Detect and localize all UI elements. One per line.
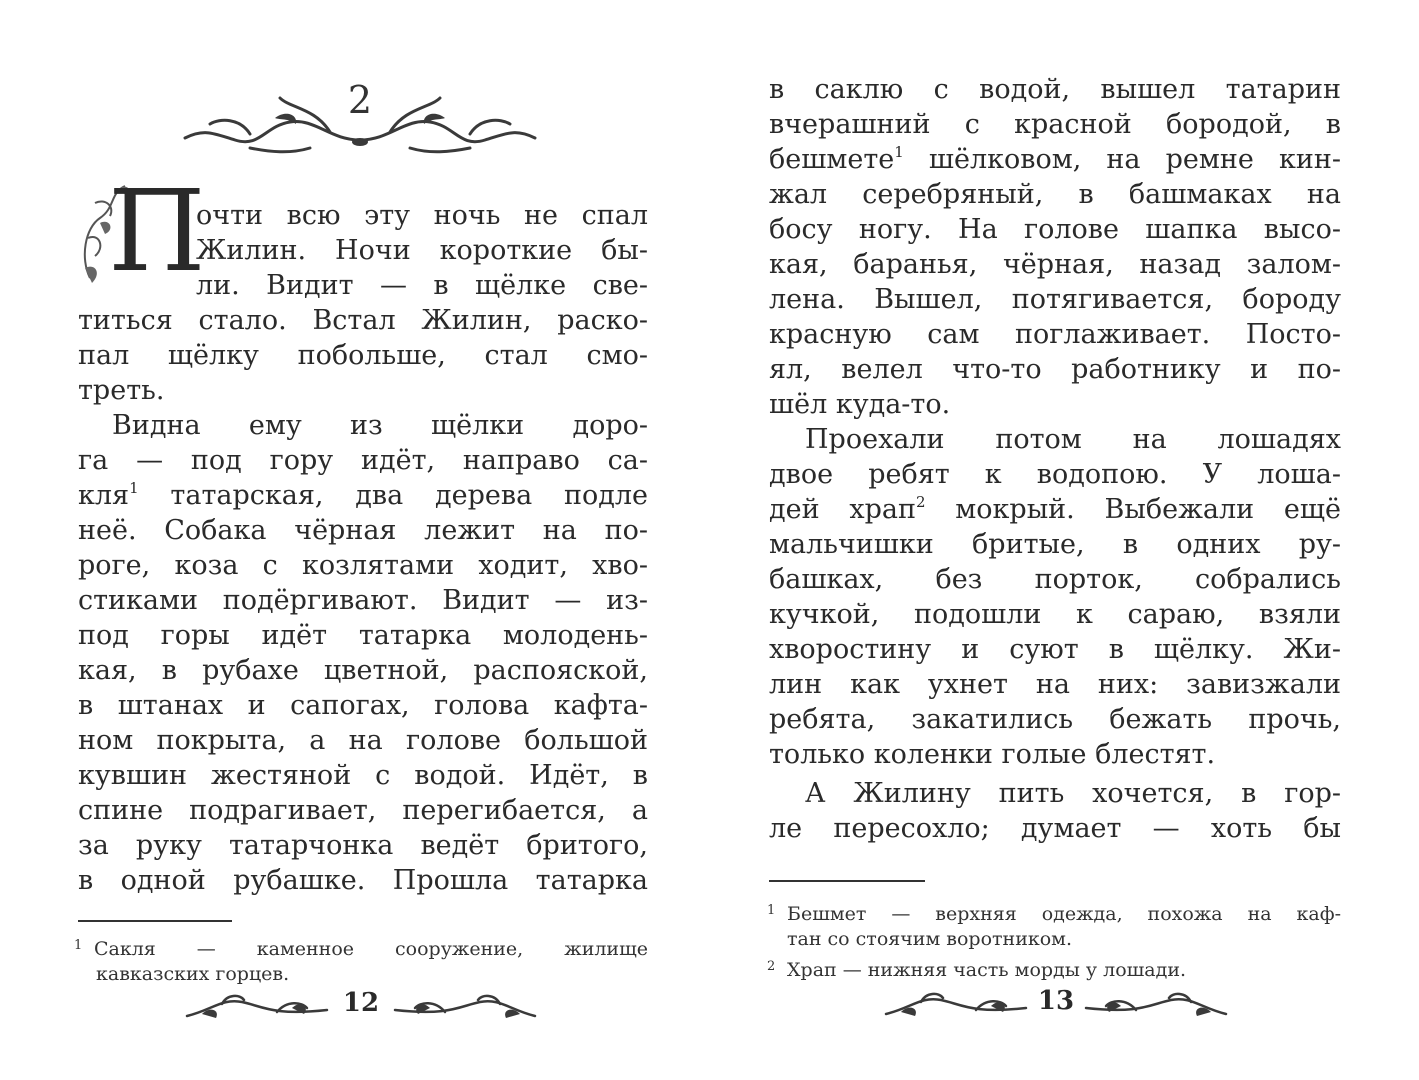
footnote: кавказских горцев. xyxy=(96,963,290,985)
text-line: титься стало. Встал Жилин, раско- xyxy=(78,305,648,336)
text-line: вчерашний с красной бородой, в xyxy=(769,109,1341,140)
footer-ornament-right xyxy=(390,988,540,1024)
text-line: ребята, закатились бежать прочь, xyxy=(769,704,1341,735)
left-page xyxy=(0,0,709,1080)
text-line: очти всю эту ночь не спал xyxy=(196,200,648,231)
text-line: Проехали потом на лошадях xyxy=(805,424,1341,455)
footnote-mark: 1 xyxy=(767,903,776,918)
page-number: 13 xyxy=(1037,986,1075,1016)
footnote-ref: 1 xyxy=(894,143,904,161)
text-line: красную сам поглаживает. Посто- xyxy=(769,319,1341,350)
page-number: 12 xyxy=(342,988,380,1018)
text-line: в штанах и сапогах, голова кафта- xyxy=(78,690,648,721)
footnote-ref: 1 xyxy=(129,479,139,497)
text-line: бешмете$^1$ шёлковом, на ремне кин- xyxy=(769,143,1341,175)
text-line: Видна ему из щёлки доро- xyxy=(112,410,648,441)
text-line: мальчишки бритые, в одних ру- xyxy=(769,529,1341,560)
text-line: ле пересохло; думает — хоть бы xyxy=(769,813,1341,844)
footer-ornament-right xyxy=(1081,986,1231,1022)
footer-ornament-left xyxy=(182,988,332,1024)
right-page xyxy=(709,0,1419,1080)
footnote: тан со стоячим воротником. xyxy=(787,928,1072,950)
text-line: А Жилину пить хочется, в гор- xyxy=(805,778,1341,809)
text-line: хворостину и суют в щёлку. Жи- xyxy=(769,634,1341,665)
footnote-ref: 2 xyxy=(915,493,926,511)
text-line: ял, велел что-то работнику и по- xyxy=(769,354,1341,385)
text-line: спине подрагивает, перегибается, а xyxy=(78,795,648,826)
text-line: башках, без порток, собрались xyxy=(769,564,1341,595)
chapter-header-ornament xyxy=(180,88,540,158)
text-line: кучкой, подошли к сараю, взяли xyxy=(769,599,1341,630)
text-line: неё. Собака чёрная лежит на по- xyxy=(78,515,648,546)
text-line: под горы идёт татарка молодень- xyxy=(78,620,648,651)
text-line: в одной рубашке. Прошла татарка xyxy=(78,865,648,896)
text-line: лин как ухнет на них: завизжали xyxy=(769,669,1341,700)
text-line: га — под гору идёт, направо са- xyxy=(78,445,648,476)
footnote-rule xyxy=(78,920,232,922)
text-line: ном покрыта, а на голове большой xyxy=(78,725,648,756)
footnote: 1 Сакля — каменное сооружение, жилище xyxy=(74,932,648,960)
text-line: кая, баранья, чёрная, назад залом- xyxy=(769,249,1341,280)
drop-cap-letter: П xyxy=(108,167,206,297)
text-line: дей храп$^2$ мокрый. Выбежали ещё xyxy=(769,493,1341,525)
text-line: в саклю с водой, вышел татарин xyxy=(769,74,1341,105)
text-line: двое ребят к водопою. У лоша- xyxy=(769,459,1341,490)
footnote-mark: 2 xyxy=(767,959,776,974)
footnote: 2 Храп — нижняя часть морды у лошади. xyxy=(767,953,1341,981)
text-line: жал серебряный, в башмаках на xyxy=(769,179,1341,210)
footnote-rule xyxy=(769,880,925,882)
footer-ornament-left xyxy=(881,986,1031,1022)
footnote-mark: 1 xyxy=(74,938,83,953)
footnote: 1 Бешмет — верхняя одежда, похожа на каф- xyxy=(767,897,1341,925)
text-line: лена. Вышел, потягивается, бороду xyxy=(769,284,1341,315)
text-line: ли. Видит — в щёлке све- xyxy=(196,270,648,301)
text-line: треть. xyxy=(78,375,165,406)
text-line: только коленки голые блестят. xyxy=(769,739,1216,770)
text-line: кувшин жестяной с водой. Идёт, в xyxy=(78,760,648,791)
text-line: стиками подёргивают. Видит — из- xyxy=(78,585,648,616)
text-line: за руку татарчонка ведёт бритого, xyxy=(78,830,648,861)
text-line: шёл куда-то. xyxy=(769,389,951,420)
text-line: пал щёлку побольше, стал смо- xyxy=(78,340,648,371)
chapter-number: 2 xyxy=(347,78,373,122)
drop-cap xyxy=(80,167,206,297)
text-line: кля$^1$ татарская, два дерева подле xyxy=(78,479,648,511)
text-line: Жилин. Ночи короткие бы- xyxy=(196,235,648,266)
text-line: босу ногу. На голове шапка высо- xyxy=(769,214,1341,245)
text-line: кая, в рубахе цветной, распояской, xyxy=(78,655,648,686)
text-line: роге, коза с козлятами ходит, хво- xyxy=(78,550,648,581)
